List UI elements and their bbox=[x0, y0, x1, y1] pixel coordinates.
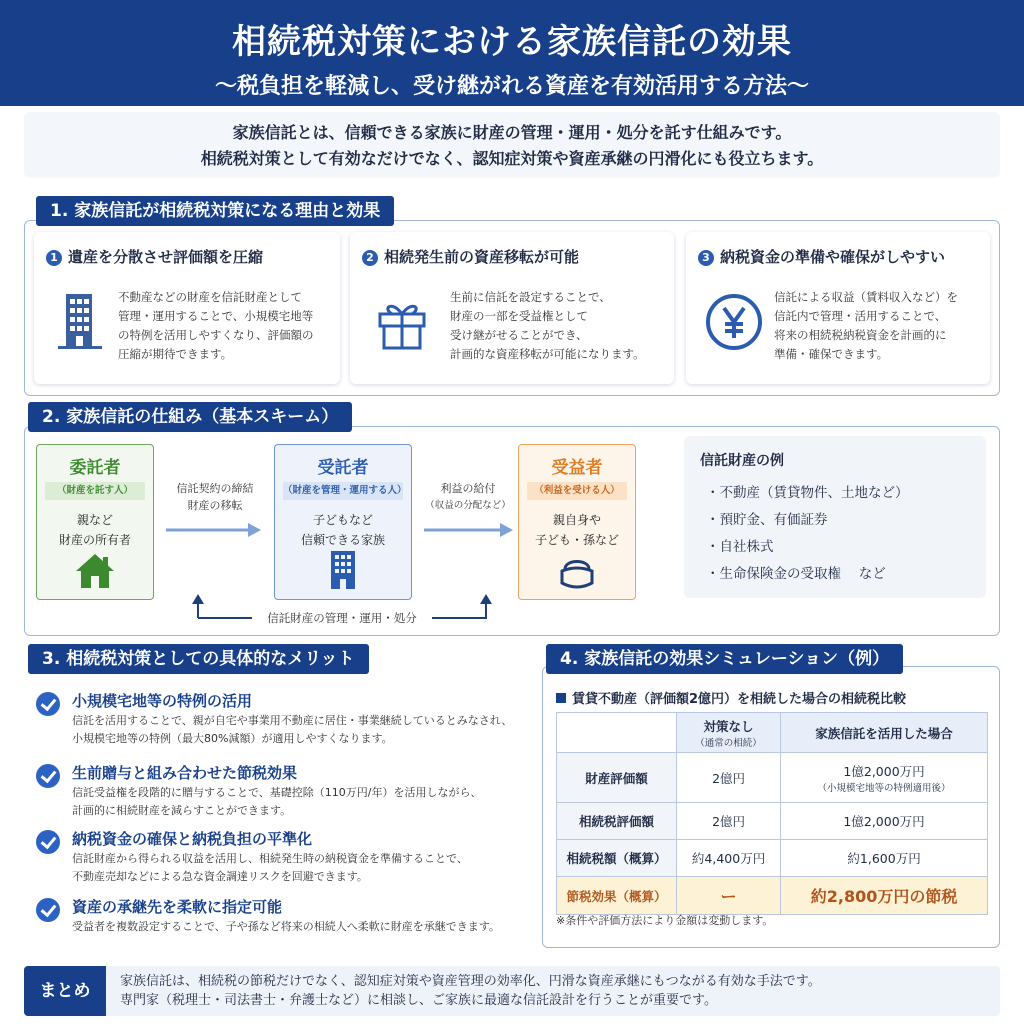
cell-a: 約4,400万円 bbox=[677, 840, 781, 877]
reason-card-3 bbox=[686, 232, 990, 384]
arrow-right-icon bbox=[422, 520, 516, 540]
merit-title: 資産の承継先を柔軟に指定可能 bbox=[72, 898, 283, 916]
merit-title: 小規模宅地等の特例の活用 bbox=[72, 692, 253, 710]
merit-item-2 bbox=[36, 762, 536, 822]
beneficiary-box bbox=[518, 444, 636, 600]
check-circle-icon bbox=[36, 764, 60, 788]
text-line: 信託契約の締結 bbox=[176, 482, 254, 495]
header-subtext: （通常の相続） bbox=[695, 737, 762, 749]
reason-card-2-text bbox=[450, 288, 645, 364]
reason-title-text: 遺産を分散させ評価額を圧縮 bbox=[68, 248, 264, 266]
cell-a: ー bbox=[677, 877, 781, 915]
text-line: 信頼できる家族 bbox=[300, 533, 385, 547]
text-line: 小規模宅地等の特例（最大80%減額）が適用しやすくなります。 bbox=[72, 732, 393, 745]
house-icon bbox=[73, 551, 117, 591]
text-line: の特例を活用しやすくなり、評価額の bbox=[118, 328, 314, 342]
number-badge: 1 bbox=[46, 250, 62, 266]
page-header bbox=[0, 0, 1024, 106]
intro-box bbox=[24, 112, 1000, 178]
beneficiary-name: 受益者 bbox=[551, 458, 603, 478]
settlor-desc bbox=[37, 510, 153, 550]
page-subtitle: 〜税負担を軽減し、受け継がれる資産を有効活用する方法〜 bbox=[214, 74, 809, 99]
merit-text bbox=[72, 918, 500, 936]
check-circle-icon bbox=[36, 830, 60, 854]
loop-label: 信託財産の管理・運用・処分 bbox=[267, 611, 417, 625]
col-family-trust: 家族信託を活用した場合 bbox=[781, 713, 988, 753]
row-label: 財産評価額 bbox=[557, 753, 677, 803]
list-item: ・ 自社株式 bbox=[700, 534, 970, 561]
row-label: 相続税額（概算） bbox=[557, 840, 677, 877]
text-line: 家族信託は、相続税の節税だけでなく、認知症対策や資産管理の効率化、円滑な資産承継にもつながる有効な手法です。 bbox=[120, 974, 821, 989]
summary-text bbox=[120, 972, 821, 1010]
intro-line-2: 相続税対策として有効なだけでなく、認知症対策や資産承継の円滑化にも役立ちます。 bbox=[200, 149, 824, 168]
check-circle-icon bbox=[36, 692, 60, 716]
text-line: 不動産などの財産を信託財産として bbox=[118, 290, 302, 304]
list-item: ・ 不動産（賃貸物件、土地など） bbox=[700, 480, 970, 507]
text-line: 受け継がせることができ、 bbox=[450, 328, 588, 342]
section1-title: 1. 家族信託が相続税対策になる理由と効果 bbox=[36, 196, 394, 226]
text-line: 生前に信託を設定することで、 bbox=[450, 290, 611, 304]
section3-title: 3. 相続税対策としての具体的なメリット bbox=[28, 644, 369, 674]
beneficiary-sub: （利益を受ける人） bbox=[527, 482, 627, 500]
cell-subtext: （小規模宅地等の特例適用後） bbox=[817, 782, 951, 794]
number-badge: 2 bbox=[362, 250, 378, 266]
examples-list bbox=[700, 480, 970, 588]
text-line: 計画的な資産移転が可能になります。 bbox=[450, 347, 645, 361]
text-line: 準備・確保できます。 bbox=[774, 347, 889, 361]
merit-item-1 bbox=[36, 690, 536, 750]
wallet-icon bbox=[557, 555, 597, 591]
simulation-table bbox=[556, 712, 988, 915]
summary-box bbox=[24, 966, 1000, 1016]
text-line: 財産の一部を受益権として bbox=[450, 309, 588, 323]
text-line: 親など bbox=[76, 513, 113, 527]
examples-title: 信託財産の例 bbox=[700, 453, 784, 469]
text-line: 財産の移転 bbox=[187, 499, 243, 512]
reason-card-1-title bbox=[46, 246, 263, 267]
table-corner bbox=[557, 713, 677, 753]
reason-card-3-text bbox=[774, 288, 958, 364]
col-no-measure bbox=[677, 713, 781, 753]
cell-b bbox=[781, 753, 988, 803]
trustee-desc bbox=[275, 510, 411, 550]
header-text: 対策なし bbox=[703, 718, 754, 734]
reason-card-1 bbox=[34, 232, 340, 384]
effect-row bbox=[557, 877, 988, 915]
settlor-sub: （財産を託す人） bbox=[45, 482, 145, 500]
text-line: 圧縮が期待できます。 bbox=[118, 347, 233, 361]
reason-title-text: 相続発生前の資産移転が可能 bbox=[384, 248, 580, 266]
text-line: 利益の給付 bbox=[440, 482, 496, 495]
section4-title: 4. 家族信託の効果シミュレーション（例） bbox=[546, 644, 903, 674]
page-title: 相続税対策における家族信託の効果 bbox=[232, 22, 792, 62]
cell-a: 2億円 bbox=[677, 803, 781, 840]
simulation-caption: 賃貸不動産（評価額2億円）を相続した場合の相続税比較 bbox=[556, 688, 906, 707]
text-line: 信託による収益（賃料収入など）を bbox=[774, 290, 958, 304]
cell-b: 1億2,000万円 bbox=[781, 803, 988, 840]
yen-icon bbox=[702, 290, 766, 354]
table-row bbox=[557, 840, 988, 877]
reason-card-3-title bbox=[698, 246, 945, 267]
text-line: 受益者を複数設定することで、子や孫など将来の相続人へ柔軟に財産を承継できます。 bbox=[72, 920, 500, 933]
text-line: （収益の分配など） bbox=[425, 500, 511, 511]
merit-item-3 bbox=[36, 828, 536, 888]
table-row bbox=[557, 753, 988, 803]
simulation-note: ※条件や評価方法により金額は変動します。 bbox=[556, 914, 774, 927]
trustee-box bbox=[274, 444, 412, 600]
reason-card-2-title bbox=[362, 246, 579, 267]
beneficiary-desc bbox=[519, 510, 635, 550]
reason-card-1-text bbox=[118, 288, 314, 364]
arrow1-label bbox=[166, 480, 264, 514]
cell-a: 2億円 bbox=[677, 753, 781, 803]
list-item: ・ 預貯金、有価証券 bbox=[700, 507, 970, 534]
row-label: 相続税評価額 bbox=[557, 803, 677, 840]
row-label: 節税効果（概算） bbox=[557, 877, 677, 915]
intro-line-1: 家族信託とは、信頼できる家族に財産の管理・運用・処分を託す仕組みです。 bbox=[232, 123, 792, 142]
cell-b: 約1,600万円 bbox=[781, 840, 988, 877]
gift-icon bbox=[370, 290, 434, 354]
settlor-name: 委託者 bbox=[69, 458, 121, 478]
merit-text bbox=[72, 850, 468, 886]
building-icon bbox=[48, 290, 112, 354]
building-icon bbox=[327, 549, 359, 591]
cell-text: 1億2,000万円 bbox=[843, 763, 925, 779]
trustee-sub: （財産を管理・運用する人） bbox=[283, 482, 403, 500]
text-line: 不動産売却などによる急な資金調達リスクを回避できます。 bbox=[72, 870, 368, 883]
settlor-box bbox=[36, 444, 154, 600]
table-row bbox=[557, 803, 988, 840]
table-header-row bbox=[557, 713, 988, 753]
reason-title-text: 納税資金の準備や確保がしやすい bbox=[720, 248, 946, 266]
trustee-name: 受託者 bbox=[317, 458, 369, 478]
cell-b: 約2,800万円の節税 bbox=[781, 877, 988, 915]
text-line: 計画的に相続財産を減らすことができます。 bbox=[72, 804, 292, 817]
list-item: ・ 生命保険金の受取権 など bbox=[700, 561, 970, 588]
text-line: 子ども・孫など bbox=[534, 533, 619, 547]
arrow2-label bbox=[420, 480, 516, 514]
text-line: 子どもなど bbox=[312, 513, 373, 527]
merit-title: 納税資金の確保と納税負担の平準化 bbox=[72, 830, 313, 848]
text-line: 信託受益権を段階的に贈与することで、基礎控除（110万円/年）を活用しながら、 bbox=[72, 786, 482, 799]
text-line: 専門家（税理士・司法書士・弁護士など）に相談し、ご家族に最適な信託設計を行うことが重要です。 bbox=[120, 993, 717, 1008]
summary-label: まとめ bbox=[24, 966, 106, 1016]
trust-property-examples bbox=[684, 436, 986, 598]
text-line: 信託内で管理・活用することで、 bbox=[774, 309, 947, 323]
merit-item-4 bbox=[36, 896, 536, 940]
merit-text bbox=[72, 784, 481, 820]
number-badge: 3 bbox=[698, 250, 714, 266]
text-line: 将来の相続税納税資金を計画的に bbox=[774, 328, 947, 342]
section2-title: 2. 家族信託の仕組み（基本スキーム） bbox=[28, 402, 352, 432]
merit-text bbox=[72, 712, 512, 748]
text-line: 親自身や bbox=[552, 513, 601, 527]
check-circle-icon bbox=[36, 898, 60, 922]
text-line: 信託を活用することで、親が自宅や事業用不動産に居住・事業継続しているとみなされ、 bbox=[72, 714, 513, 727]
arrow-right-icon bbox=[164, 520, 264, 540]
merit-title: 生前贈与と組み合わせた節税効果 bbox=[72, 764, 298, 782]
reason-card-2 bbox=[350, 232, 674, 384]
text-line: 信託財産から得られる収益を活用し、相続発生時の納税資金を準備することで、 bbox=[72, 852, 468, 865]
text-line: 管理・運用することで、小規模宅地等 bbox=[118, 309, 314, 323]
text-line: 財産の所有者 bbox=[58, 533, 131, 547]
